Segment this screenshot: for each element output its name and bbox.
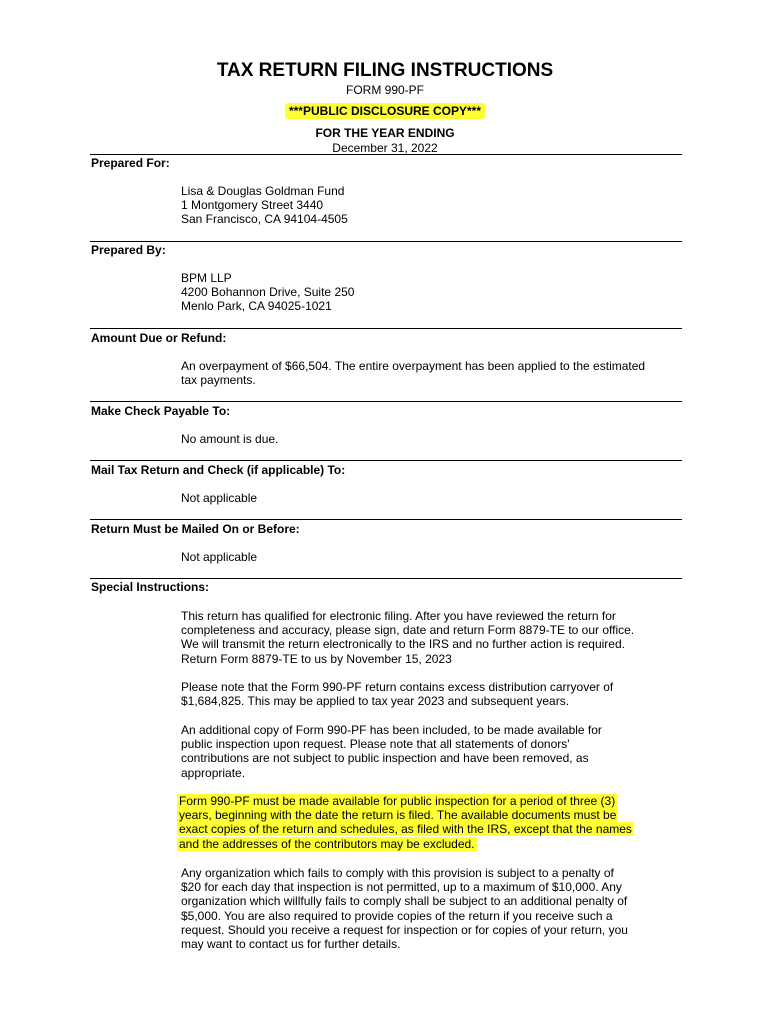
special-paragraph-public-copy — [181, 723, 681, 780]
text-line: completeness and accuracy, please sign, date and return Form 8879-TE to our office. — [181, 623, 635, 638]
section-divider — [90, 401, 682, 402]
prepared-by-address — [181, 271, 679, 314]
section-divider — [90, 578, 682, 579]
mail-to-label: Mail Tax Return and Check (if applicable) To: — [91, 463, 346, 477]
prepared-for-label: Prepared For: — [91, 156, 170, 170]
section-divider — [90, 519, 682, 520]
year-ending-label: FOR THE YEAR ENDING — [315, 126, 455, 140]
text-line: An additional copy of Form 990-PF has been included, to be made available for — [181, 723, 602, 737]
address-line: BPM LLP — [181, 271, 232, 285]
address-line: Lisa & Douglas Goldman Fund — [181, 184, 345, 198]
text-line: tax payments. — [181, 373, 256, 388]
highlighted-line: exact copies of the return and schedules, as filed with the IRS, except that the names — [179, 822, 632, 837]
text-line: $1,684,825. This may be applied to tax year 2023 and subsequent years. — [181, 694, 570, 709]
text-line: No amount is due. — [181, 432, 279, 446]
amount-due-label: Amount Due or Refund: — [91, 331, 227, 345]
mail-by-text — [181, 550, 679, 564]
highlighted-line: years, beginning with the date the return is filed. The available documents must be — [179, 808, 617, 823]
year-ending-date: December 31, 2022 — [332, 141, 438, 155]
address-line: San Francisco, CA 94104-4505 — [181, 212, 348, 227]
public-disclosure-badge: ***PUBLIC DISCLOSURE COPY*** — [285, 103, 485, 119]
special-paragraph-carryover — [181, 680, 681, 708]
highlighted-line: and the addresses of the contributors may be excluded. — [179, 836, 475, 851]
section-divider — [90, 154, 682, 155]
text-line: may want to contact us for further details. — [181, 937, 401, 952]
text-line: organization which willfully fails to comply shall be subject to an additional penalty of — [181, 894, 628, 909]
page-title: TAX RETURN FILING INSTRUCTIONS — [216, 60, 554, 81]
text-line: An overpayment of $66,504. The entire overpayment has been applied to the estimated — [181, 359, 646, 373]
prepared-by-label: Prepared By: — [91, 243, 166, 257]
section-divider — [90, 241, 682, 242]
disclosure-wrapper — [0, 102, 770, 120]
text-line: public inspection upon request. Please note that all statements of donors' — [181, 737, 570, 752]
text-line: Not applicable — [181, 550, 258, 564]
text-line: Any organization which fails to comply with this provision is subject to a penalty of — [181, 866, 614, 880]
section-divider — [90, 460, 682, 461]
text-line: request. Should you receive a request for inspection or for copies of your return, you — [181, 922, 628, 937]
text-line: Please note that the Form 990-PF return contains excess distribution carryover of — [181, 680, 614, 694]
address-line: 4200 Bohannon Drive, Suite 250 — [181, 285, 355, 300]
highlighted-line: Form 990-PF must be made available for public inspection for a period of three (3) — [179, 794, 616, 808]
text-line: contributions are not subject to public inspection and have been removed, as — [181, 751, 589, 766]
address-line: 1 Montgomery Street 3440 — [181, 198, 324, 213]
text-line: We will transmit the return electronically to the IRS and no further action is required. — [181, 637, 625, 652]
check-payable-label: Make Check Payable To: — [91, 404, 231, 418]
special-paragraph-penalty — [181, 866, 681, 951]
text-line: This return has qualified for electronic filing. After you have reviewed the return for — [181, 609, 616, 623]
text-line: Not applicable — [181, 491, 258, 505]
special-instructions-label: Special Instructions: — [91, 580, 210, 594]
amount-due-text — [181, 359, 679, 387]
check-payable-text — [181, 432, 679, 446]
highlighted-paragraph — [177, 794, 663, 851]
special-paragraph-efile — [181, 609, 681, 666]
mail-by-label: Return Must be Mailed On or Before: — [91, 522, 300, 536]
text-line: $20 for each day that inspection is not permitted, up to a maximum of $10,000. Any — [181, 880, 622, 895]
form-number: FORM 990-PF — [345, 83, 424, 97]
mail-to-text — [181, 491, 679, 505]
text-line: Return Form 8879-TE to us by November 15, 2023 — [181, 651, 452, 666]
section-divider — [90, 328, 682, 329]
prepared-for-address — [181, 184, 679, 227]
text-line: appropriate. — [181, 765, 246, 780]
address-line: Menlo Park, CA 94025-1021 — [181, 299, 332, 314]
text-line: $5,000. You are also required to provide copies of the return if you receive such a — [181, 908, 613, 923]
